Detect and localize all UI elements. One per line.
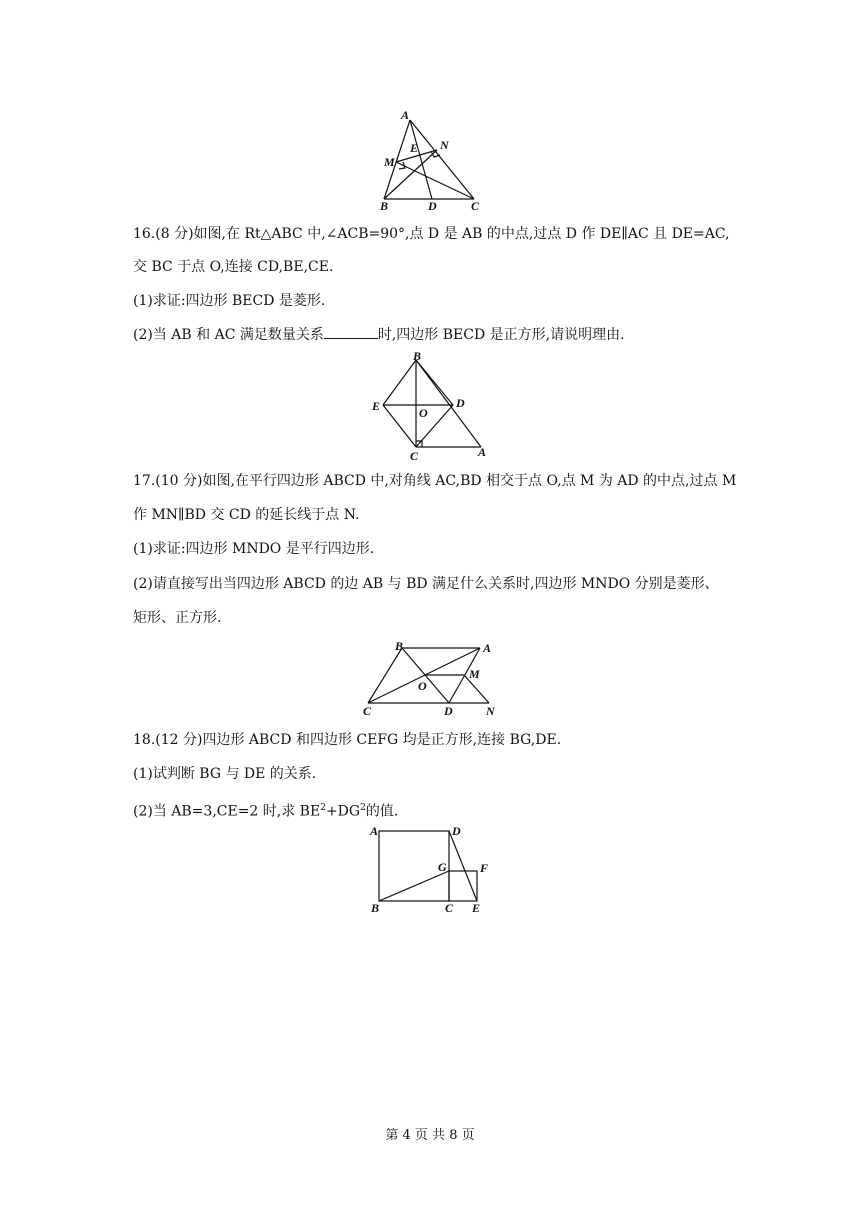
q18-part2: [133, 799, 398, 821]
label-A: A: [483, 641, 492, 655]
label-A: A: [370, 824, 379, 838]
label-B: B: [413, 350, 422, 363]
q18-part2-after: 的值.: [365, 803, 399, 820]
q16-part2-after: 时,四边形 BECD 是正方形,请说明理由.: [377, 327, 625, 343]
q17-part2-line1: (2)请直接写出当四边形 ABCD 的边 AB 与 BD 满足什么关系时,四边形 MNDO 分别是菱形、: [133, 576, 719, 592]
label-O: O: [419, 406, 428, 420]
label-F: F: [480, 861, 489, 875]
page-footer: 第 4 页 共 8 页: [385, 1128, 475, 1143]
q17-stem-line1: 17.(10 分)如图,在平行四边形 ABCD 中,对角线 AC,BD 相交于点 O,点 M 为 AD 的中点,过点 M: [133, 473, 737, 489]
label-B: B: [371, 901, 380, 915]
label-E: E: [472, 901, 481, 915]
q16-part1: (1)求证:四边形 BECD 是菱形.: [133, 293, 326, 309]
label-C: C: [471, 199, 480, 212]
figure-parallelogram-abcd: [360, 636, 500, 718]
label-E: E: [372, 399, 381, 413]
label-G: G: [438, 860, 447, 874]
label-C: C: [445, 901, 454, 915]
label-M: M: [469, 667, 480, 681]
q16-stem-line1: 16.(8 分)如图,在 Rt△ABC 中,∠ACB=90°,点 D 是 AB 的中点,过点 D 作 DE∥AC 且 DE=AC,: [133, 226, 730, 242]
label-C: C: [363, 704, 372, 718]
q16-part2: [133, 326, 625, 344]
figure-squares-abcd-cefg: [368, 822, 494, 916]
answer-blank: [324, 326, 378, 339]
label-N: N: [486, 704, 495, 718]
label-C: C: [410, 449, 419, 462]
label-D: D: [456, 396, 465, 410]
q18-stem: 18.(12 分)四边形 ABCD 和四边形 CEFG 均是正方形,连接 BG,DE.: [133, 732, 562, 748]
label-B: B: [380, 199, 389, 212]
q18-part2-before: (2)当 AB=3,CE=2 时,求 BE: [133, 803, 321, 820]
q16-part2-before: (2)当 AB 和 AC 满足数量关系: [133, 327, 324, 343]
label-M: M: [384, 155, 395, 169]
q17-part1: (1)求证:四边形 MNDO 是平行四边形.: [133, 541, 375, 557]
q18-part1: (1)试判断 BG 与 DE 的关系.: [133, 766, 317, 782]
label-E: E: [410, 141, 419, 155]
q18-part2-mid: +DG: [325, 803, 361, 820]
exponent: 2: [320, 803, 326, 813]
label-D: D: [452, 824, 461, 838]
figure-triangle-abc-mn: [374, 106, 490, 212]
label-N: N: [440, 138, 449, 152]
label-D: D: [444, 704, 453, 718]
label-B: B: [395, 639, 404, 653]
q16-stem-line2: 交 BC 于点 O,连接 CD,BE,CE.: [133, 259, 334, 275]
figure-rhombus-becd: [368, 350, 494, 462]
exponent: 2: [360, 803, 366, 813]
q17-part2-line2: 矩形、正方形.: [133, 610, 222, 626]
label-A: A: [478, 445, 487, 459]
q17-stem-line2: 作 MN∥BD 交 CD 的延长线于点 N.: [133, 507, 360, 523]
label-O: O: [418, 679, 427, 693]
label-A: A: [401, 108, 410, 122]
label-D: D: [428, 199, 437, 212]
